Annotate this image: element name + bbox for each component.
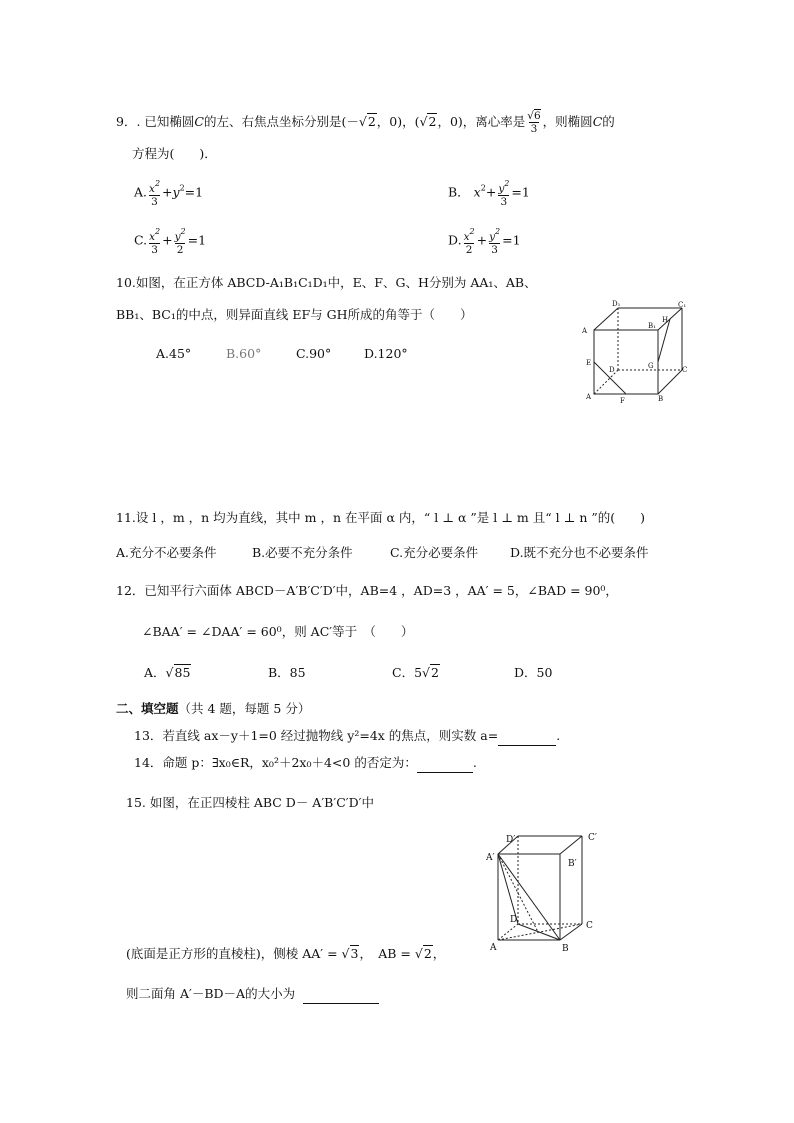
label-f: F [620,397,625,405]
q9-option-c: C. $\frac{x^2}{3}$ + $\frac{y^2}{2}$ =1 [134,227,207,256]
q9-line1 [116,110,615,135]
label-c-prime: C′ [588,833,597,843]
q14-line: 14．命题 p：∃x₀∈R，x₀²＋2x₀＋4<0 的否定为： . [134,757,477,773]
q10-line2: BB₁、BC₁的中点，则异面直线 EF与 GH所成的角等于（ ） [116,307,473,322]
answer-blank[interactable] [417,759,473,773]
q10-line1: 10.如图，在正方体 ABCD-A₁B₁C₁D₁中，E、F、G、H分别为 AA₁、AB、 [116,275,537,290]
q9-text: 的 [602,114,615,129]
q15-line1: 15. 如图，在正四棱柱 ABC D－ A′B′C′D′中 [126,795,374,810]
label-c: C [682,366,688,374]
q9-line2: 方程为( )． [132,146,217,161]
label-h: H [662,316,669,324]
q10-option-d: D.120° [364,346,408,361]
label-e: E [586,359,592,367]
section-heading: 二、填空题（共 4 题，每题 5 分） [116,701,311,716]
answer-blank[interactable] [498,732,556,746]
sqrt-2: √2 [358,114,376,129]
q12-option-b: B．85 [268,665,306,680]
q9-var-c: C [194,114,204,129]
q15-line3: 则二面角 A′－BD－A的大小为 [126,988,379,1004]
cube-diagram [578,298,690,406]
label-d1: D₁ [612,300,621,308]
q12-line2: ∠BAA′ = ∠DAA′ = 60⁰，则 AC′等于 （ ） [142,624,414,639]
label-b-prime: B′ [568,859,577,869]
q12-option-d: D．50 [514,665,553,680]
q15-line2: (底面是正方形的直棱柱)，侧棱 AA′ = √3， AB = √2， [126,946,446,961]
q9-text: ，0)，( [376,114,420,129]
q10-option-c: C.90° [296,346,332,361]
label-g: G [648,362,654,370]
label-d: D [510,915,518,925]
q12-option-c: C．5√2 [392,665,439,680]
label-b: B [658,395,664,403]
q9-option-a: A. $\frac{x^2}{3}$ $+y^2=1$ [134,179,204,208]
q10-option-b: B.60° [226,346,262,361]
label-b: B [562,944,569,954]
q11-option-b: B.必要不充分条件 [252,545,353,560]
eccentricity-fraction: $\frac{√6}{3}$ [527,110,541,135]
q9-text: ，0)，离心率是 [437,114,526,129]
label-a: A [490,943,497,953]
q9-text: 的左、右焦点坐标分别是(－ [203,114,359,129]
label-a-prime: A′ [486,853,495,863]
label-d-prime: D′ [506,835,516,845]
label-c: C [586,921,593,931]
q11-option-c: C.充分必要条件 [390,545,479,560]
q12-line1: 12．已知平行六面体 ABCD－A′B′C′D′中，AB=4 ，AD=3 ，AA′ = 5，∠BAD = 90⁰， [116,583,618,598]
answer-blank[interactable] [303,990,379,1004]
q10-option-a: A.45° [156,346,192,361]
q9-var-c: C [592,114,603,129]
q9-option-d: D. $\frac{x^2}{2}$ + $\frac{y^2}{3}$ =1 [448,227,521,256]
q9-text: . 已知椭圆 [136,114,195,129]
q9-option-b: B． $x^2+$ $\frac{y^2}{3}$ =1 [448,179,530,208]
q12-option-a: A．√85 [144,665,191,680]
prism-diagram [486,828,608,954]
q9-text: ，则椭圆 [542,114,593,129]
q11-option-d: D.既不充分也不必要条件 [510,545,649,560]
label-b1: B₁ [648,322,656,330]
label-c1: C₁ [678,301,687,309]
q11-line1: 11.设 l ，m ，n 均为直线，其中 m ，n 在平面 α 内，“ l ⊥ α ”是 l ⊥ m 且“ l ⊥ n ”的( ) [116,510,645,525]
q13-line: 13．若直线 ax－y＋1=0 经过抛物线 y²=4x 的焦点，则实数 a= . [134,730,560,746]
label-a1: A [582,327,588,335]
label-a: A [586,393,592,401]
q9-number: 9． [116,114,137,129]
sqrt-2: √2 [419,114,437,129]
q11-option-a: A.充分不必要条件 [116,545,217,560]
label-d: D [609,366,615,374]
